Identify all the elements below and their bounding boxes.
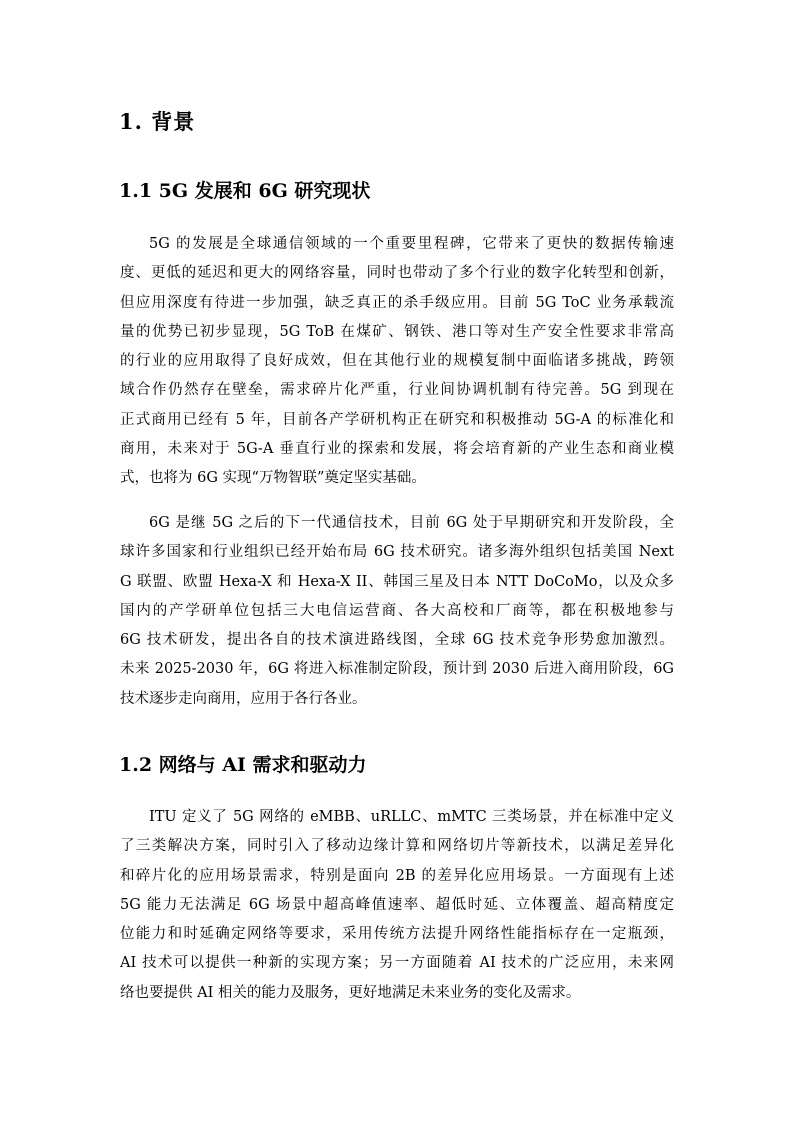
text-line: 技术逐步走向商用，应用于各行各业。 bbox=[120, 690, 367, 707]
text-line: 度、更低的延迟和更大的网络容量，同时也带动了多个行业的数字化转型和创新， bbox=[120, 265, 674, 282]
paragraph-6g-research bbox=[120, 509, 674, 714]
text-line: 的行业的应用取得了良好成效，但在其他行业的规模复制中面临诸多挑战，跨领 bbox=[120, 353, 674, 370]
text-line: 5G 能力无法满足 6G 场景中超高峰值速率、超低时延、立体覆盖、超高精度定 bbox=[120, 896, 674, 913]
paragraph-itu-5g-scenarios bbox=[120, 803, 674, 1008]
text-line: 球许多国家和行业组织已经开始布局 6G 技术研究。诸多海外组织包括美国 Next bbox=[120, 544, 674, 561]
text-line: 域合作仍然存在壁垒，需求碎片化严重，行业间协调机制有待完善。5G 到现在 bbox=[120, 382, 674, 399]
text-line: 量的优势已初步显现，5G ToB 在煤矿、钢铁、港口等对生产安全性要求非常高 bbox=[120, 323, 674, 340]
text-line: 商用，未来对于 5G-A 垂直行业的探索和发展，将会培育新的产业生态和商业模 bbox=[120, 441, 674, 458]
text-line: G 联盟、欧盟 Hexa-X 和 Hexa-X II、韩国三星及日本 NTT DoCoMo，以及众多 bbox=[120, 573, 674, 590]
text-line: 6G 是继 5G 之后的下一代通信技术，目前 6G 处于早期研究和开发阶段，全 bbox=[149, 515, 674, 531]
section-heading-background: 1. 背景 bbox=[119, 109, 196, 134]
subsection-heading-network-ai-drivers: 1.2 网络与 AI 需求和驱动力 bbox=[119, 754, 367, 776]
text-line: 但应用深度有待进一步加强，缺乏真正的杀手级应用。目前 5G ToC 业务承载流 bbox=[120, 294, 674, 311]
text-line: ITU 定义了 5G 网络的 eMBB、uRLLC、mMTC 三类场景，并在标准中定义 bbox=[149, 809, 674, 825]
text-line: 正式商用已经有 5 年，目前各产学研机构正在研究和积极推动 5G-A 的标准化和 bbox=[120, 411, 674, 428]
text-line: 络也要提供 AI 相关的能力及服务，更好地满足未来业务的变化及需求。 bbox=[120, 984, 581, 1001]
text-line: 国内的产学研单位包括三大电信运营商、各大高校和厂商等，都在积极地参与 bbox=[120, 602, 674, 619]
text-line: 和碎片化的应用场景需求，特别是面向 2B 的差异化应用场景。一方面现有上述 bbox=[120, 867, 674, 884]
text-line: 位能力和时延确定网络等要求，采用传统方法提升网络性能指标存在一定瓶颈， bbox=[120, 926, 674, 943]
paragraph-5g-development bbox=[120, 230, 674, 494]
text-line: 6G 技术研发，提出各自的技术演进路线图，全球 6G 技术竞争形势愈加激烈。 bbox=[120, 632, 674, 649]
subsection-heading-5g-6g-status: 1.1 5G 发展和 6G 研究现状 bbox=[119, 180, 371, 202]
text-line: 5G 的发展是全球通信领域的一个重要里程碑，它带来了更快的数据传输速 bbox=[149, 236, 674, 252]
text-line: 式，也将为 6G 实现“万物智联”奠定坚实基础。 bbox=[120, 470, 426, 487]
text-line: 了三类解决方案，同时引入了移动边缘计算和网络切片等新技术，以满足差异化 bbox=[120, 838, 674, 855]
text-line: 未来 2025-2030 年，6G 将进入标准制定阶段，预计到 2030 后进入商用阶段，6G bbox=[120, 661, 674, 678]
text-line: AI 技术可以提供一种新的实现方案；另一方面随着 AI 技术的广泛应用，未来网 bbox=[120, 955, 674, 972]
